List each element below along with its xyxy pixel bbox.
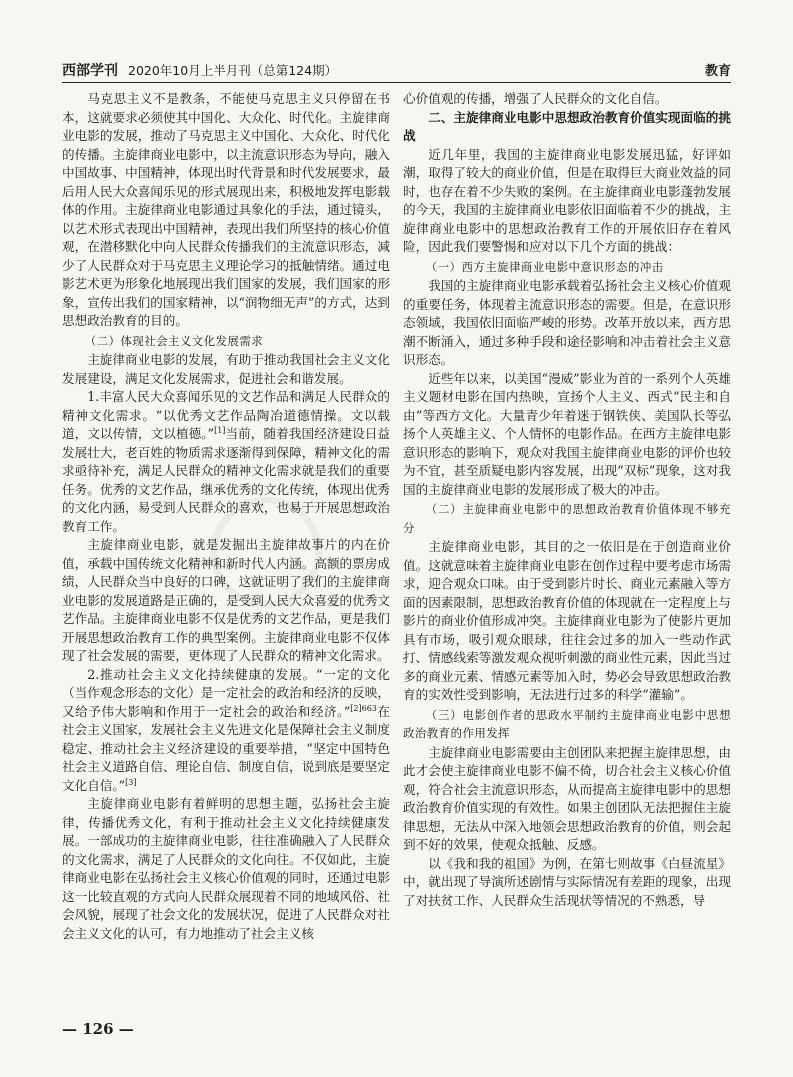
paragraph: 主旋律商业电影需要由主创团队来把握主旋律思想，由此才会使主旋律商业电影不偏不倚，切合社会主义核心价值观，符合社会主流意识形态，从而提高主旋律电影中的思想政治教育价值实现的有效性。如果主创团队无法把握住主旋律思想，无法从中深入地领会思想政治教育的价值，则会起到不好的效果，使观众抵触、反感。 bbox=[403, 744, 731, 852]
citation-ref: [3] bbox=[125, 777, 137, 787]
subsection-heading: （二）主旋律商业电影中的思想政治教育价值体现不够充分 bbox=[403, 502, 731, 535]
page-header bbox=[62, 60, 731, 80]
subsection-heading: （三）电影创作者的思政水平制约主旋律商业电影中思想政治教育的作用发挥 bbox=[403, 707, 731, 740]
paragraph: 心价值观的传播，增强了人民群众的文化自信。 bbox=[403, 91, 668, 106]
subsection-heading: （一）西方主旋律商业电影中意识形态的冲击 bbox=[425, 259, 664, 274]
header-rule bbox=[62, 82, 731, 83]
citation-ref: [2]663 bbox=[350, 703, 377, 713]
paragraph: 主旋律商业电影，就是发掘出主旋律故事片的内在价值，承载中国传统文化精神和新时代人内涵。高额的票房成绩，人民群众当中良好的口碑，这就证明了我们的主旋律商业电影的发展道路是正确的，是受到人民大众喜爱的优秀文艺作品。主旋律商业电影不仅是优秀的文艺作品，更是我们开展思想政治教育工作的典型案例。主旋律商业电影不仅体现了社会发展的需要，更体现了人民群众的精神文化需求。 bbox=[62, 537, 390, 663]
issue-info: 2020年10月上半月刊（总第124期） bbox=[128, 63, 338, 78]
paragraph: 我国的主旋律商业电影承载着弘扬社会主义核心价值观的重要任务，体现着主流意识形态的需要。但是，在意识形态领域，我国依旧面临严峻的形势。改革开放以来，西方思潮不断涌入，通过多种手段和途径影响和冲击着社会主义意识形态。 bbox=[403, 278, 731, 367]
journal-logo: 西部学刊 bbox=[62, 63, 118, 79]
page-number: — 126 — bbox=[62, 1020, 134, 1038]
paragraph: 2.推动社会主义文化持续健康的发展。“一定的文化（当作观念形态的文化）是一定社会的政治和经济的反映，又给予伟大影响和作用于一定社会的政治和经济。”$^{[2]663}$在社会主义国家，发展社会主义先进文化是保障社会主义制度稳定、推动社会主义经济建设的重要举措，“坚定中国特色社会主义道路自信、理论自信、制度自信，说到底是要坚定文化自信。”[3] bbox=[62, 666, 391, 793]
section-heading: 二、主旋律商业电影中思想政治教育价值实现面临的挑战 bbox=[403, 109, 731, 143]
subsection-heading: （二）体现社会主义文化发展需求 bbox=[84, 333, 264, 348]
citation-ref: [1] bbox=[214, 425, 226, 435]
paragraph: 以《我和我的祖国》为例，在第七则故事《白昼流星》中，就出现了导演所述剧情与实际情况有差距的现象，出现了对扶贫工作、人民群众生活现状等情况的不熟悉，导 bbox=[403, 855, 731, 908]
paragraph: 主旋律商业电影的发展，有助于推动我国社会主义文化发展建设，满足文化发展需求，促进社会和谐发展。 bbox=[62, 352, 390, 386]
section-label: 教育 bbox=[704, 64, 731, 79]
right-column bbox=[403, 90, 731, 910]
paragraph: 主旋律商业电影有着鲜明的思想主题，弘扬社会主旋律，传播优秀文化，有利于推动社会主义文化持续健康发展。一部成功的主旋律商业电影，往往准确融入了人民群众的文化需求，满足了人民群众的文化向往。不仅如此，主旋律商业电影在弘扬社会主义核心价值观的同时，还通过电影这一比较直观的方式向人民群众展现着不同的地域风俗、社会风貌，展现了社会文化的发展状况，促进了人民群众对社会主义文化的认可，有力地推动了社会主义核 bbox=[62, 796, 390, 941]
left-column bbox=[62, 90, 390, 943]
paragraph: 主旋律商业电影，其目的之一依旧是在于创造商业价值。这就意味着主旋律商业电影在创作过程中要考虑市场需求，迎合观众口味。由于受到影片时长、商业元素融入等方面的因素限制，思想政治教育价值的体现就在一定程度上与影片的商业价值形成冲突。主旋律商业电影为了使影片更加具有市场，吸引观众眼球，往往会过多的加入一些动作武打、情感线索等激发观众视听刺激的商业性元素，因此当过多的商业元素、情感元素等加入时，势必会导致思想政治教育的实效性受到影响，无法进行过多的科学“灌输”。 bbox=[403, 539, 731, 702]
paragraph: 近些年以来，以美国“漫威”影业为首的一系列个人英雄主义题材电影在国内热映，宣扬个人主义、西式“民主和自由”等西方文化。大量青少年着迷于钢铁侠、美国队长等弘扬个人英雄主义、个人情怀的电影作品。在西方主旋律电影意识形态的影响下，观众对我国主旋律商业电影的评价也较为不宜，甚至质疑电影内容发展，出现“双标”现象，这对我国的主旋律商业电影的发展形成了极大的冲击。 bbox=[403, 370, 731, 497]
paragraph: 近几年里，我国的主旋律商业电影发展迅猛，好评如潮，取得了较大的商业价值，但是在取得巨大商业效益的同时，也存在着不少失败的案例。在主旋律商业电影蓬勃发展的今天，我国的主旋律商业电影依旧面临着不少的挑战，主旋律商业电影中的思想政治教育工作的开展依旧存在着风险，因此我们要警惕和应对以下几个方面的挑战： bbox=[403, 146, 731, 254]
paragraph: 1.丰富人民大众喜闻乐见的文艺作品和满足人民群众的精神文化需求。“以优秀文艺作品陶冶道德情操。文以载道，文以传情，文以植德。”[1]当前，随着我国经济建设日益发展壮大，老百姓的物质需求逐渐得到保障，精神文化的需求亟待补充，满足人民群众的精神文化需求就是我们的重要任务。优秀的文艺作品，继承优秀的文化传统，体现出优秀的文化内涵，易受到人民群众的喜欢，也易于开展思想政治教育工作。 bbox=[62, 389, 391, 534]
paragraph: 马克思主义不是教条，不能使马克思主义只停留在书本，这就要求必须使其中国化、大众化、时代化。主旋律商业电影的发展，推动了马克思主义中国化、大众化、时代化的传播。主旋律商业电影中，以主流意识形态为导向，融入中国故事、中国精神，体现出时代背景和时代发展要求，最后用人民大众喜闻乐见的形式展现出来，积极地发挥电影载体的作用。主旋律商业电影通过具象化的手法，通过镜头，以艺术形式表现出中国精神，表现出我们所坚持的核心价值观，在潜移默化中向人民群众传播我们的主流意识形态，减少了人民群众对于马克思主义理论学习的抵触情绪。通过电影艺术更为形象化地展现出我们国家的发展，我们国家的形象，宣传出我们的国家精神，以“润物细无声”的方式，达到思想政治教育的目的。 bbox=[62, 91, 390, 328]
